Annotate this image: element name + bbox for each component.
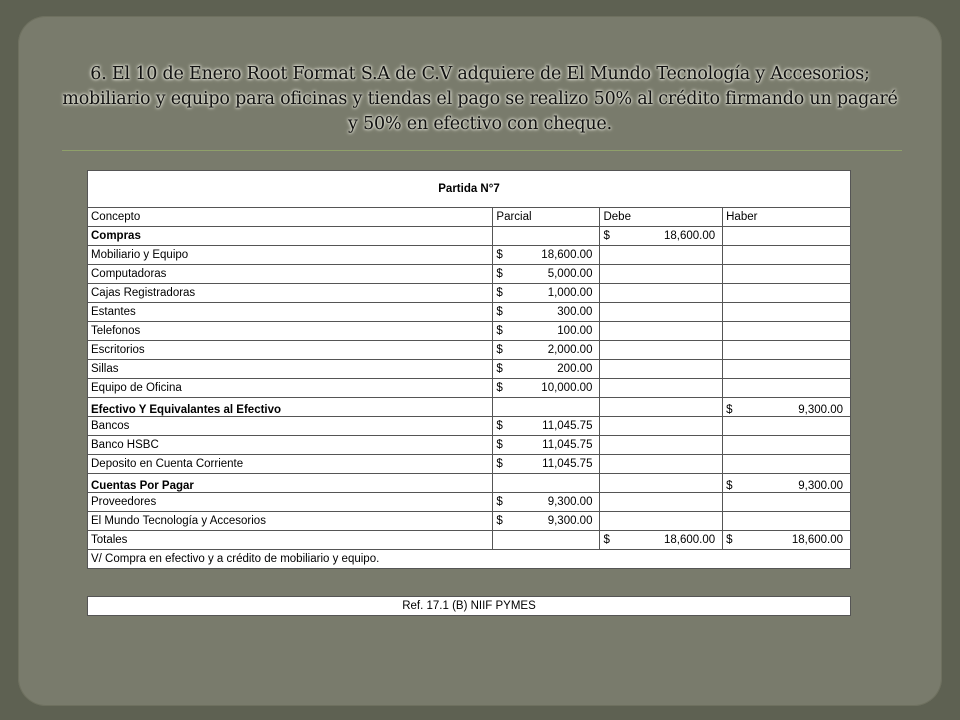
haber-cell [723,474,851,493]
parcial-cell [493,227,600,246]
debe-cell [600,436,723,455]
table-row [88,436,851,455]
parcial-cell [493,379,600,398]
amount: 9,300.00 [547,515,593,527]
table-heading-row [88,171,851,208]
haber-cell [723,322,851,341]
currency-symbol: $ [496,439,503,451]
amount: 9,300.00 [547,496,593,508]
currency-symbol: $ [496,268,503,280]
haber-cell [723,246,851,265]
column-header-concepto: Concepto [88,208,493,227]
table-row [88,455,851,474]
parcial-cell [493,322,600,341]
debe-cell [600,512,723,531]
amount: 5,000.00 [547,268,593,280]
table-row [88,417,851,436]
currency-symbol: $ [726,404,733,416]
amount: 18,600.00 [663,230,716,242]
parcial-cell [493,341,600,360]
table-row [88,512,851,531]
table-row [88,284,851,303]
parcial-cell [493,360,600,379]
concepto-cell: Escritorios [88,341,493,360]
haber-cell [723,341,851,360]
concepto-cell: Mobiliario y Equipo [88,246,493,265]
journal-entry-table [87,170,851,569]
concepto-cell: Sillas [88,360,493,379]
currency-symbol: $ [496,363,503,375]
haber-cell [723,531,851,550]
parcial-cell [493,417,600,436]
currency-symbol: $ [496,306,503,318]
currency-symbol: $ [496,420,503,432]
parcial-cell [493,284,600,303]
parcial-cell [493,474,600,493]
table-row [88,493,851,512]
concepto-cell: Bancos [88,417,493,436]
debe-cell [600,246,723,265]
concepto-cell: Computadoras [88,265,493,284]
amount: 11,045.75 [542,439,593,451]
entry-heading: Partida N°7 [88,171,851,208]
column-header-row [88,208,851,227]
amount: 11,045.75 [542,458,593,470]
table-row [88,474,851,493]
debe-cell [600,341,723,360]
currency-symbol: $ [496,325,503,337]
debe-cell [600,493,723,512]
amount: 18,600.00 [541,249,593,261]
currency-symbol: $ [726,534,733,546]
table-row [88,265,851,284]
amount: 200.00 [557,363,593,375]
amount: 1,000.00 [547,287,593,299]
table-row [88,227,851,246]
parcial-cell [493,531,600,550]
parcial-cell [493,265,600,284]
debe-cell [600,455,723,474]
parcial-cell [493,436,600,455]
title-divider [62,150,902,151]
concepto-cell: Totales [88,531,493,550]
amount: 2,000.00 [547,344,593,356]
currency-symbol: $ [496,458,503,470]
column-header-haber: Haber [723,208,851,227]
parcial-cell [493,303,600,322]
concepto-cell: El Mundo Tecnología y Accesorios [88,512,493,531]
debe-cell [600,227,723,246]
table-row [88,398,851,417]
currency-symbol: $ [603,230,610,242]
haber-cell [723,227,851,246]
parcial-cell [493,398,600,417]
concepto-cell: Proveedores [88,493,493,512]
concepto-cell: Cajas Registradoras [88,284,493,303]
debe-cell [600,265,723,284]
debe-cell [600,398,723,417]
haber-cell [723,265,851,284]
concepto-cell: Deposito en Cuenta Corriente [88,455,493,474]
amount: 300.00 [557,306,593,318]
table-row [88,303,851,322]
haber-cell [723,284,851,303]
column-header-debe: Debe [600,208,723,227]
debe-cell [600,303,723,322]
currency-symbol: $ [603,534,610,546]
note-row [88,550,851,569]
debe-cell [600,474,723,493]
reference-note: Ref. 17.1 (B) NIIF PYMES [87,596,851,616]
concepto-cell: Telefonos [88,322,493,341]
slide-title: 6. El 10 de Enero Root Format S.A de C.V adquiere de El Mundo Tecnología y Accesorios; mobiliario y equipo para oficinas y tiendas el pago se realizo 50% al crédito firmando un pagaré y 50% en efectivo con cheque. [62,64,898,134]
debe-cell [600,284,723,303]
haber-cell [723,379,851,398]
haber-cell [723,512,851,531]
amount: 18,600.00 [791,534,843,546]
concepto-cell: Banco HSBC [88,436,493,455]
concepto-cell: Equipo de Oficina [88,379,493,398]
concepto-cell: Compras [88,227,493,246]
debe-cell [600,417,723,436]
haber-cell [723,360,851,379]
amount: 9,300.00 [798,404,843,416]
table-row [88,379,851,398]
haber-cell [723,303,851,322]
table-row [88,531,851,550]
debe-cell [600,322,723,341]
table-row [88,341,851,360]
parcial-cell [493,455,600,474]
haber-cell [723,455,851,474]
haber-cell [723,398,851,417]
currency-symbol: $ [496,249,503,261]
currency-symbol: $ [496,287,503,299]
haber-cell [723,493,851,512]
table-row [88,322,851,341]
entry-note: V/ Compra en efectivo y a crédito de mobiliario y equipo. [88,550,851,569]
concepto-cell: Estantes [88,303,493,322]
currency-symbol: $ [496,344,503,356]
currency-symbol: $ [496,496,503,508]
debe-cell [600,531,723,550]
amount: 100.00 [557,325,593,337]
debe-cell [600,360,723,379]
haber-cell [723,417,851,436]
amount: 18,600.00 [663,534,716,546]
table-row [88,360,851,379]
column-header-parcial: Parcial [493,208,600,227]
concepto-cell: Cuentas Por Pagar [88,474,493,493]
amount: 9,300.00 [798,480,843,492]
amount: 11,045.75 [542,420,593,432]
currency-symbol: $ [726,480,733,492]
currency-symbol: $ [496,382,503,394]
parcial-cell [493,246,600,265]
debe-cell [600,379,723,398]
haber-cell [723,436,851,455]
amount: 10,000.00 [541,382,593,394]
concepto-cell: Efectivo Y Equivalantes al Efectivo [88,398,493,417]
table-row [88,246,851,265]
parcial-cell [493,493,600,512]
parcial-cell [493,512,600,531]
currency-symbol: $ [496,515,503,527]
